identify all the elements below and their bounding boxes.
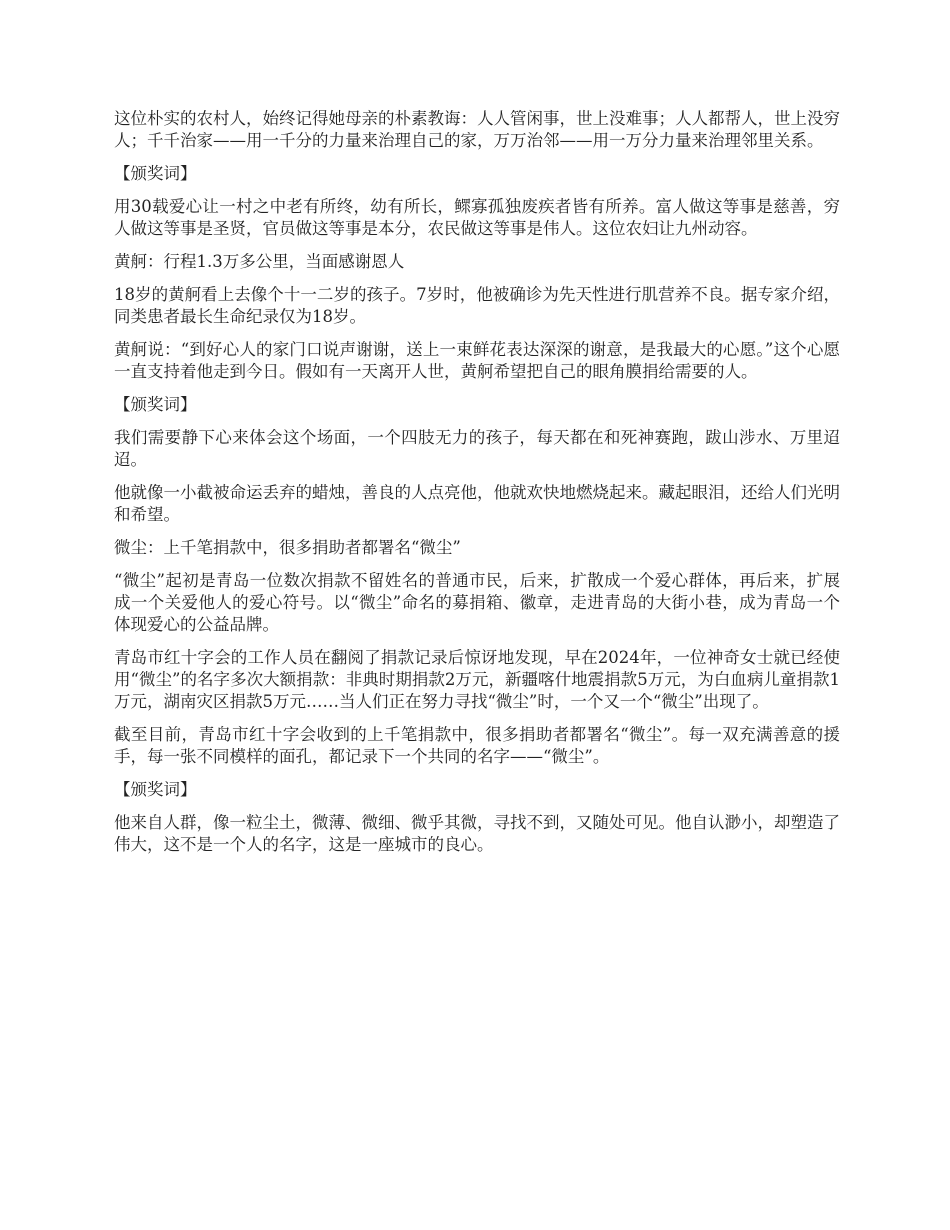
paragraph-citation-weichen: 他来自人群，像一粒尘土，微薄、微细、微乎其微，寻找不到，又随处可见。他自认渺小，却塑造了伟大，这不是一个人的名字，这是一座城市的良心。: [114, 813, 840, 854]
section-heading-weichen: 微尘：上千笔捐款中，很多捐助者都署名“微尘”: [114, 538, 461, 557]
award-citation-heading: 【颁奖词】: [114, 395, 197, 414]
paragraph-huang-ge-wish: 黄舸说：“到好心人的家门口说声谢谢，送上一束鲜花表达深深的谢意，是我最大的心愿。”这个心愿一直支持着他走到今日。假如有一天离开人世，黄舸希望把自己的眼角膜捐给需要的人。: [114, 340, 840, 381]
paragraph-mother-teaching: 这位朴实的农村人，始终记得她母亲的朴素教诲：人人管闲事，世上没难事；人人都帮人，世上没穷人；千千治家——用一千分的力量来治理自己的家，万万治邻——用一万分力量来治理邻里关系。: [114, 109, 840, 150]
paragraph-citation-farmer: 用30载爱心让一村之中老有所终，幼有所长，鳏寡孤独废疾者皆有所养。富人做这等事是慈善，穷人做这等事是圣贤，官员做这等事是本分，农民做这等事是伟人。这位农妇让九州动容。: [114, 197, 840, 238]
paragraph-citation-huang-ge-2: 他就像一小截被命运丢弃的蜡烛，善良的人点亮他，他就欢快地燃烧起来。藏起眼泪，还给人们光明和希望。: [114, 483, 840, 524]
award-citation-heading: 【颁奖词】: [114, 164, 197, 183]
paragraph-weichen-origin: “微尘”起初是青岛一位数次捐款不留姓名的普通市民，后来，扩散成一个爱心群体，再后来，扩展成一个关爱他人的爱心符号。以“微尘”命名的募捐箱、徽章，走进青岛的大街小巷，成为青岛一个体现爱心的公益品牌。: [114, 571, 840, 634]
paragraph-weichen-donations: 青岛市红十字会的工作人员在翻阅了捐款记录后惊讶地发现，早在2024年，一位神奇女士就已经使用“微尘”的名字多次大额捐款：非典时期捐款2万元，新疆喀什地震捐款5万元，为白血病儿童捐款1万元，湖南灾区捐款5万元……当人们正在努力寻找“微尘”时，一个又一个“微尘”出现了。: [114, 648, 840, 711]
document-body: [114, 108, 840, 867]
award-citation-heading: 【颁奖词】: [114, 780, 197, 799]
paragraph-huang-ge-intro: 18岁的黄舸看上去像个十一二岁的孩子。7岁时，他被确诊为先天性进行肌营养不良。据专家介绍，同类患者最长生命纪录仅为18岁。: [114, 285, 840, 326]
paragraph-weichen-summary: 截至目前，青岛市红十字会收到的上千笔捐款中，很多捐助者都署名“微尘”。每一双充满善意的援手，每一张不同模样的面孔，都记录下一个共同的名字——“微尘”。: [114, 725, 840, 766]
section-heading-huang-ge: 黄舸：行程1.3万多公里，当面感谢恩人: [114, 252, 405, 271]
paragraph-citation-huang-ge-1: 我们需要静下心来体会这个场面，一个四肢无力的孩子，每天都在和死神赛跑，跋山涉水、万里迢迢。: [114, 428, 840, 469]
